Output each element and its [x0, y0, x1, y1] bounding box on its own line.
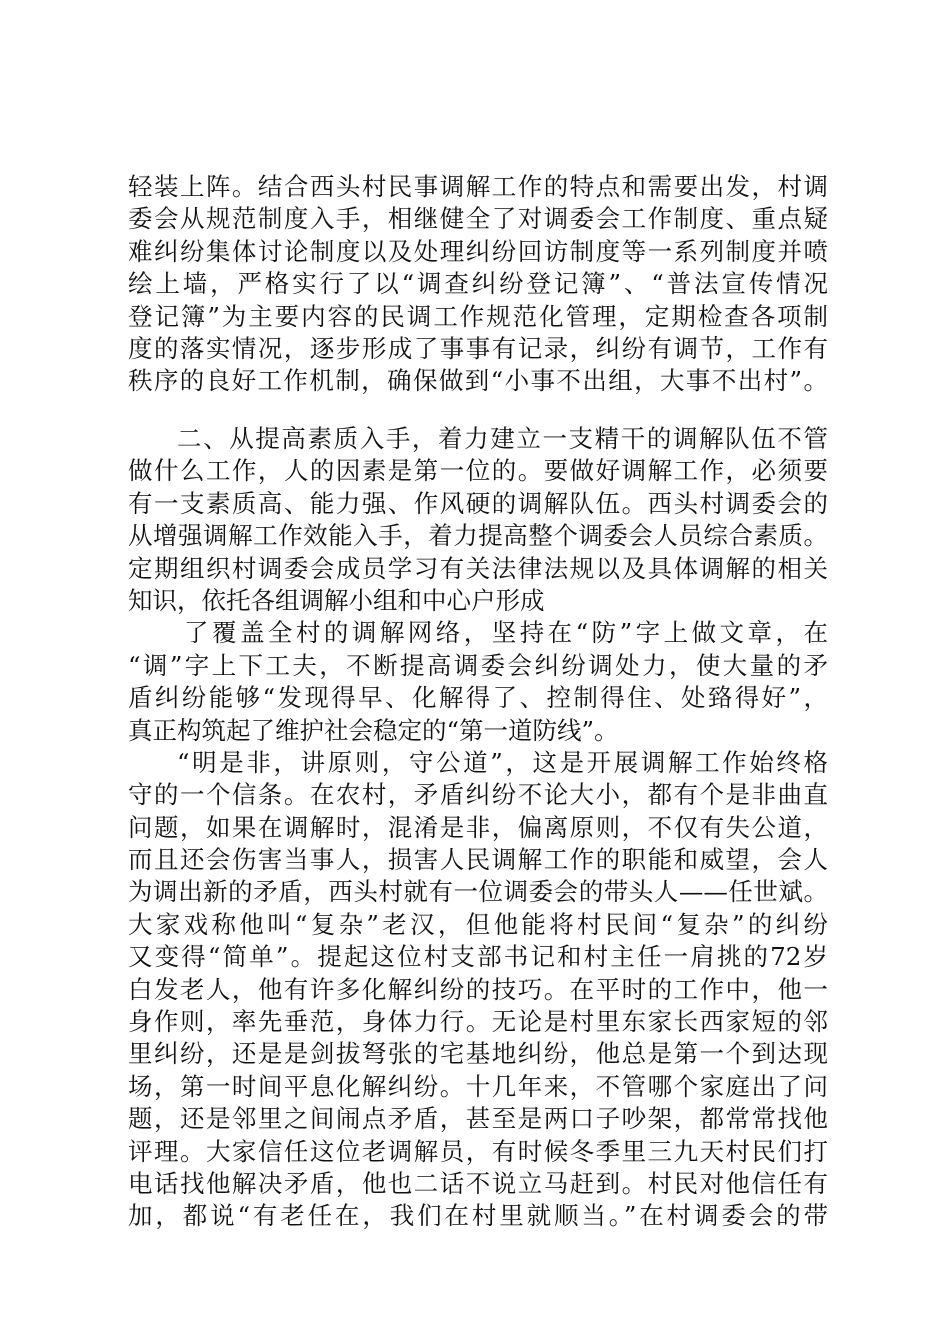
text-line: 知识，依托各组调解小组和中心户形成: [128, 585, 545, 615]
text-line: 守的一个信条。在农村，矛盾纠纷不论大小，都有个是非曲直: [128, 780, 828, 810]
text-line: 轻装上阵。结合西头村民事调解工作的特点和需要出发，村调: [128, 172, 828, 201]
text-line: 而且还会伤害当事人，损害人民调解工作的职能和威望，会人: [128, 845, 828, 875]
text-line: 定期组织村调委会成员学习有关法律法规以及具体调解的相关: [128, 553, 828, 583]
text-line: 为调出新的矛盾，西头村就有一位调委会的带头人——任世斌。: [128, 877, 828, 907]
paragraph-block-1: [128, 171, 828, 398]
text-line: 盾纠纷能够“发现得早、化解得了、控制得住、处臵得好”，: [128, 683, 828, 713]
text-line: “调”字上下工夫，不断提高调委会纠纷调处力，使大量的矛: [128, 650, 828, 680]
text-line: 了覆盖全村的调解网络，坚持在“防”字上做文章，在: [184, 618, 828, 648]
text-line: 度的落实情况，逐步形成了事事有记录，纠纷有调节，工作有: [128, 333, 828, 363]
text-line: 又变得“简单”。提起这位村支部书记和村主任一肩挑的72岁: [128, 942, 828, 972]
text-line: 大家戏称他叫“复杂”老汉，但他能将村民间“复杂”的纠纷: [128, 909, 828, 939]
text-line: 做什么工作，人的因素是第一位的。要做好调解工作，必须要: [128, 456, 828, 486]
text-line: 难纠纷集体讨论制度以及处理纠纷回访制度等一系列制度并喷: [128, 236, 828, 266]
text-line: 场，第一时间平息化解纠纷。十几年来，不管哪个家庭出了问: [128, 1071, 828, 1101]
text-line: 评理。大家信任这位老调解员，有时候冬季里三九天村民们打: [128, 1136, 828, 1166]
paragraph-block-2: [128, 423, 828, 1233]
text-line: 问题，如果在调解时，混淆是非，偏离原则，不仅有失公道，: [128, 812, 828, 842]
text-line: 电话找他解决矛盾，他也二话不说立马赶到。村民对他信任有: [128, 1168, 828, 1198]
text-line: 题，还是邻里之间闹点矛盾，甚至是两口子吵架，都常常找他: [128, 1104, 828, 1134]
text-line: 加，都说“有老任在，我们在村里就顺当。”在村调委会的带: [128, 1201, 828, 1231]
text-line: 里纠纷，还是是剑拔弩张的宅基地纠纷，他总是第一个到达现: [128, 1039, 828, 1069]
text-line: 登记簿”为主要内容的民调工作规范化管理，定期检查各项制: [128, 301, 828, 331]
text-line: 白发老人，他有许多化解纠纷的技巧。在平时的工作中，他一: [128, 974, 828, 1004]
text-line: 从增强调解工作效能入手，着力提高整个调委会人员综合素质。: [128, 521, 828, 551]
text-line: 秩序的良好工作机制，确保做到“小事不出组，大事不出村”。: [128, 366, 828, 396]
text-line: “明是非，讲原则，守公道”，这是开展调解工作始终格: [177, 747, 828, 777]
text-line: 委会从规范制度入手，相继健全了对调委会工作制度、重点疑: [128, 204, 828, 234]
text-line: 绘上墙，严格实行了以“调查纠纷登记簿”、“普法宣传情况: [128, 269, 828, 299]
text-line: 身作则，率先垂范，身体力行。无论是村里东家长西家短的邻: [128, 1007, 828, 1037]
text-line: 有一支素质高、能力强、作风硬的调解队伍。西头村调委会的: [128, 488, 828, 518]
text-line: 二、从提高素质入手，着力建立一支精干的调解队伍不管: [177, 424, 828, 453]
text-line: 真正构筑起了维护社会稳定的“第一道防线”。: [128, 715, 619, 745]
